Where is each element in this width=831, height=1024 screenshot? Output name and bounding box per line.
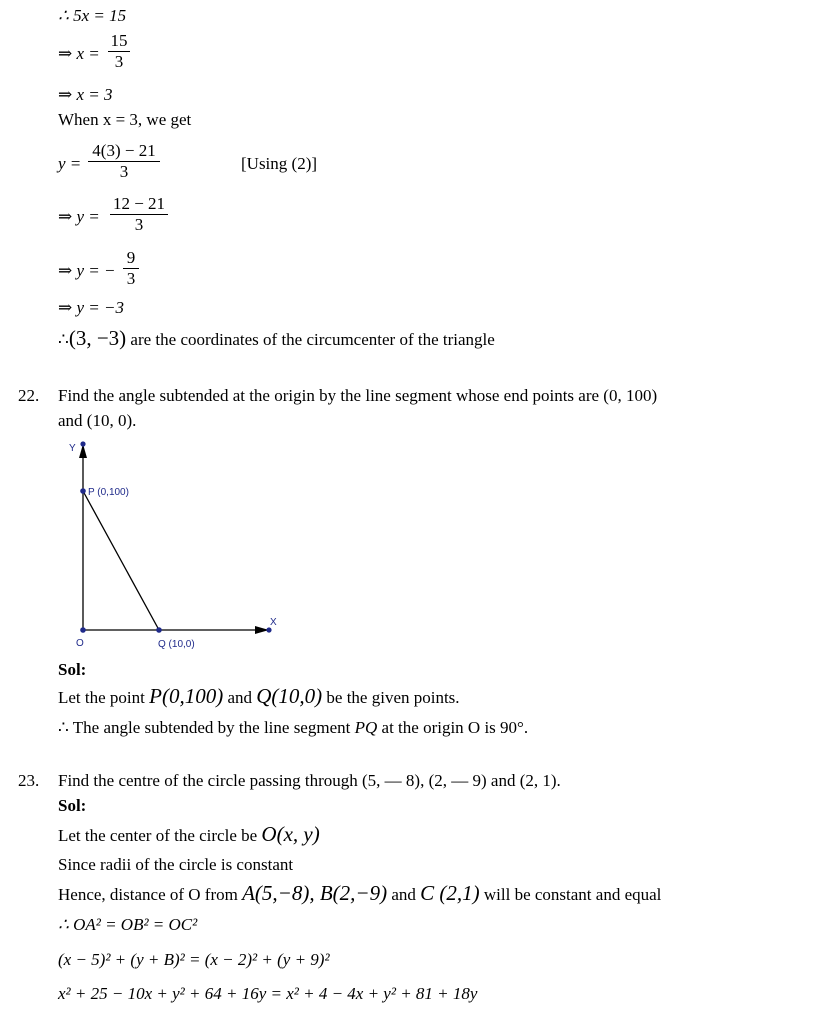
q23-sol-line1: [58, 824, 320, 846]
work-line-5x: ∴ 5x = 15: [58, 6, 127, 25]
fraction-numerator: 15: [110, 31, 128, 50]
therefore-symbol: ∴: [58, 330, 69, 349]
point-q-label: Q (10,0): [158, 639, 195, 650]
q22-sol2-b: at the origin O is 90°.: [377, 718, 529, 737]
fraction-denominator: 3: [134, 215, 144, 234]
work-line-y-pre-2: ⇒ y =: [58, 207, 100, 226]
q23-s3-c: and: [387, 885, 421, 904]
question-22-text-line2: and (10, 0).: [58, 411, 137, 430]
fraction-9-over-3: [123, 248, 139, 289]
fraction-denominator: 3: [119, 162, 129, 181]
work-line-when: When x = 3, we get: [58, 110, 192, 129]
circumcenter-coordinates: (3, −3): [68, 326, 127, 350]
q22-sol-line2: [58, 718, 528, 738]
question-23-text: Find the centre of the circle passing through (5, — 8), (2, — 9) and (2, 1).: [58, 771, 561, 790]
center-notation: O(x, y): [261, 822, 320, 846]
q23-sol-line3: [58, 883, 661, 905]
x-axis-end-point: [266, 627, 271, 632]
question-23-number: 23.: [18, 771, 40, 790]
fraction-numerator: 12 − 21: [112, 194, 166, 213]
point-p-label: P (0,100): [88, 487, 129, 498]
y-axis-label: Y: [69, 443, 76, 454]
y-axis-end-point: [80, 441, 85, 446]
q22-sol1-b: and: [223, 688, 257, 707]
q22-sol-label: Sol:: [58, 660, 87, 679]
work-line-y-pre-3: ⇒ y = −: [58, 261, 116, 280]
q23-simplified-equation: x² + 25 − 10x + y² + 64 + 16y = x² + 4 − 4x + y² + 81 + 18y: [58, 984, 478, 1003]
work-line-y-equals-minus-3: ⇒ y = −3: [58, 298, 124, 317]
q22-figure: [60, 436, 290, 652]
q23-sol-label: Sol:: [58, 796, 87, 815]
fraction-numerator: 4(3) − 21: [92, 141, 156, 160]
point-p: [80, 488, 86, 494]
fraction-4-3-minus-21: [88, 141, 160, 182]
fraction-denominator: 3: [114, 52, 124, 71]
work-line-x-pre: ⇒ x =: [58, 44, 100, 63]
question-22-number: 22.: [18, 386, 40, 405]
segment-pq: [83, 491, 159, 630]
q22-sol1-a: Let the point: [58, 688, 150, 707]
conclusion-text: are the coordinates of the circumcenter of the triangle: [126, 330, 495, 349]
points-a-b-notation: A(5,−8), B(2,−9): [242, 881, 388, 905]
work-line-y-pre: y =: [58, 154, 82, 173]
q23-s3-a: Hence, distance of O from: [58, 885, 243, 904]
point-q-notation: Q(10,0): [256, 684, 323, 708]
q22-sol1-c: be the given points.: [322, 688, 460, 707]
point-c-notation: C (2,1): [420, 881, 480, 905]
q23-expanded-equation: (x − 5)² + (y + B)² = (x − 2)² + (y + 9)²: [58, 950, 330, 969]
segment-pq-notation: PQ: [354, 718, 378, 737]
q23-sol-line2: Since radii of the circle is constant: [58, 855, 294, 874]
work-line-x-equals-3: ⇒ x = 3: [58, 85, 113, 104]
circumcenter-conclusion: [58, 328, 495, 350]
fraction-denominator: 3: [126, 269, 136, 288]
q23-distance-equation: ∴ OA² = OB² = OC²: [58, 915, 198, 934]
q22-sol-line1: [58, 686, 460, 708]
q22-sol2-a: ∴ The angle subtended by the line segment: [58, 718, 355, 737]
fraction-numerator: 9: [126, 248, 136, 267]
q23-s3-e: will be constant and equal: [479, 885, 662, 904]
point-o-label: O: [76, 638, 84, 649]
x-axis-label: X: [270, 617, 277, 628]
fraction-15-over-3: [108, 31, 130, 72]
point-q: [156, 627, 162, 633]
point-p-notation: P(0,100): [149, 684, 224, 708]
using-2-note: [Using (2)]: [241, 154, 318, 173]
point-o: [80, 627, 86, 633]
q23-s1-a: Let the center of the circle be: [58, 826, 262, 845]
question-22-text-line1: Find the angle subtended at the origin by the line segment whose end points are (0, 100): [58, 386, 658, 405]
fraction-12-minus-21: [110, 194, 168, 235]
